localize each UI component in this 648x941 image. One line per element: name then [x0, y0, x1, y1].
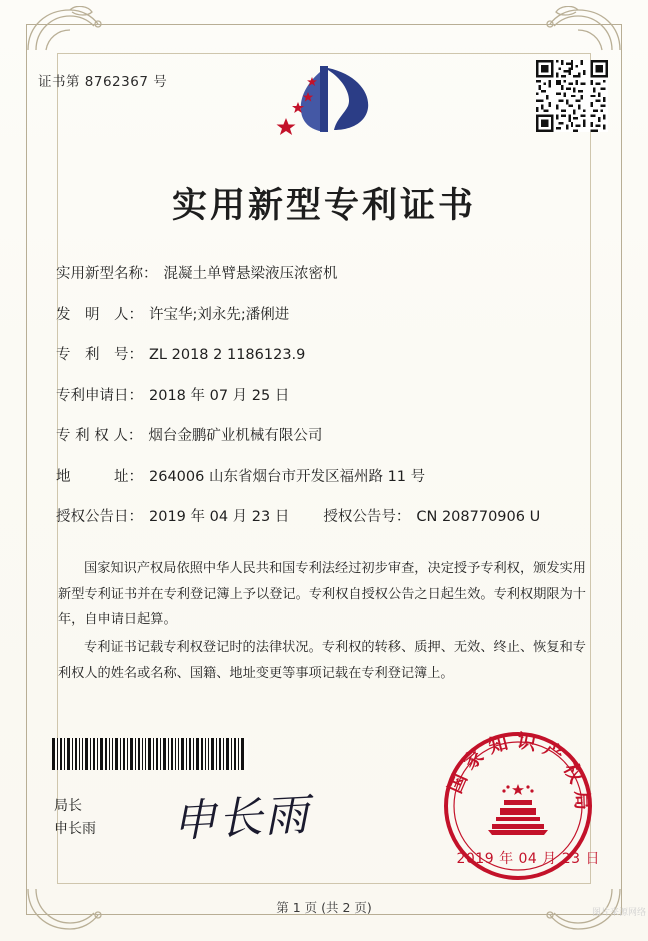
field-value: 混凝土单臂悬梁液压浓密机 [163, 266, 338, 282]
page-footer: 第 1 页 (共 2 页) [276, 900, 372, 915]
field-label: 地 址： [56, 468, 143, 485]
field-value: 烟台金鹏矿业机械有限公司 [148, 428, 323, 444]
field-row-patentee [56, 424, 596, 445]
signature-role-label: 局长 [54, 798, 82, 814]
field-label: 发 明 人： [56, 306, 143, 323]
barcode-icon [52, 738, 248, 770]
field-label: 实用新型名称： [56, 266, 158, 282]
field-list [56, 262, 596, 546]
field-label-grant-date: 授权公告日： [56, 509, 143, 525]
paragraph-registry-statement: 专利证书记载专利权登记时的法律状况。专利权的转移、质押、无效、终止、恢复和专利权人的姓名或名称、国籍、地址变更等事项记载在专利登记簿上。 [58, 640, 586, 681]
field-value: 许宝华;刘永先;潘俐进 [149, 306, 290, 323]
corner-ornament-top-right-icon [536, 6, 622, 52]
field-value: 2018 年 07 月 25 日 [149, 387, 290, 404]
field-row-grant-publication [56, 505, 596, 526]
field-row-patent-number [56, 343, 596, 364]
page-title: 实用新型专利证书 [171, 186, 476, 226]
handwritten-signature: 申长雨 [170, 789, 312, 848]
field-label: 专利申请日： [56, 387, 143, 404]
seal-date: 2019 年 04 月 23 日 [456, 851, 600, 867]
legal-text-block [58, 556, 586, 689]
field-value: ZL 2018 2 1186123.9 [149, 347, 306, 363]
field-label: 专 利 号： [56, 347, 143, 363]
field-row-utility-model-name [56, 262, 596, 283]
field-row-application-date [56, 384, 596, 405]
qr-code-icon [536, 60, 608, 132]
field-value: 264006 山东省烟台市开发区福州路 11 号 [149, 468, 426, 485]
field-value-grant-date: 2019 年 04 月 23 日 [149, 509, 290, 525]
field-label-publication-number: 授权公告号： [323, 509, 411, 525]
field-value-publication-number: CN 208770906 U [416, 509, 541, 525]
signature-block [54, 795, 96, 841]
cnipa-logo-icon [264, 58, 384, 140]
field-label: 专 利 权 人： [56, 428, 143, 444]
field-row-inventors [56, 303, 596, 324]
field-row-address [56, 465, 596, 486]
certificate-number: 证书第 8762367 号 [38, 74, 168, 90]
signature-name-label: 申长雨 [54, 821, 96, 838]
svg-text:国家知识产权局: 国家知识产权局 [444, 729, 594, 818]
corner-ornament-top-left-icon [26, 6, 112, 52]
paragraph-grant-statement: 国家知识产权局依照中华人民共和国专利法经过初步审查，决定授予专利权，颁发实用新型专利证书并在专利登记簿上予以登记。专利权自授权公告之日起生效。专利权期限为十年，自申请日起算。 [58, 561, 586, 628]
source-watermark: 图片来源网络 [591, 908, 646, 918]
